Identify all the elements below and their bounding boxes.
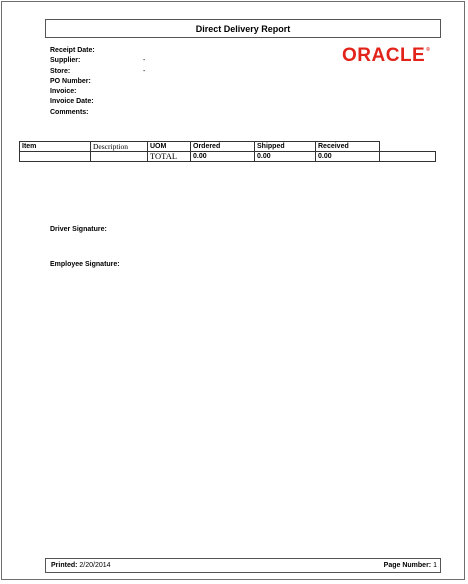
info-row-supplier [50, 56, 145, 66]
table-total-row [20, 152, 436, 162]
supplier-value: - [143, 57, 146, 65]
col-ordered-header: Ordered [191, 142, 255, 152]
total-received: 0.00 [316, 152, 380, 162]
po-number-label: PO Number: [50, 77, 91, 85]
store-value: - [143, 67, 146, 75]
info-row-store [50, 67, 145, 77]
total-ordered: 0.00 [191, 152, 255, 162]
total-shipped: 0.00 [255, 152, 316, 162]
driver-signature-label: Driver Signature: [50, 226, 107, 233]
total-item-cell [20, 152, 91, 162]
col-item-header: Item [20, 142, 91, 152]
registered-mark: ® [426, 47, 431, 53]
col-uom-header: UOM [148, 142, 191, 152]
report-title-box [45, 19, 441, 38]
printed-label: Printed: [51, 562, 78, 569]
printed-info [51, 562, 111, 569]
col-shipped-header: Shipped [255, 142, 316, 152]
info-row-po-number [50, 77, 145, 87]
info-row-comments [50, 108, 145, 118]
delivery-items-table [19, 141, 436, 162]
info-row-invoice [50, 87, 145, 97]
report-page [1, 1, 465, 580]
col-received-header: Received [316, 142, 380, 152]
total-label: TOTAL [148, 152, 191, 162]
supplier-label: Supplier: [50, 57, 81, 65]
total-blank-cell [380, 152, 436, 162]
receipt-info-block [50, 46, 145, 118]
report-footer [45, 558, 441, 573]
page-number-value: 1 [433, 562, 437, 569]
report-title: Direct Delivery Report [195, 23, 291, 34]
info-row-invoice-date [50, 97, 145, 107]
oracle-logo [342, 45, 430, 67]
table-header-row [20, 142, 436, 152]
header-blank-cell [380, 142, 436, 152]
page-number-info [384, 562, 437, 569]
oracle-logo-text: ORACLE [342, 45, 426, 66]
col-description-header: Description [91, 142, 148, 152]
page-number-label: Page Number: [383, 562, 432, 569]
employee-signature-label: Employee Signature: [50, 261, 120, 268]
comments-label: Comments: [50, 108, 89, 116]
store-label: Store: [50, 67, 71, 75]
receipt-date-label: Receipt Date: [50, 47, 95, 54]
info-row-receipt-date [50, 46, 145, 56]
invoice-label: Invoice: [50, 88, 77, 96]
invoice-date-label: Invoice Date: [50, 98, 94, 106]
printed-date: 2/20/2014 [79, 562, 111, 569]
total-description-cell [91, 152, 148, 162]
